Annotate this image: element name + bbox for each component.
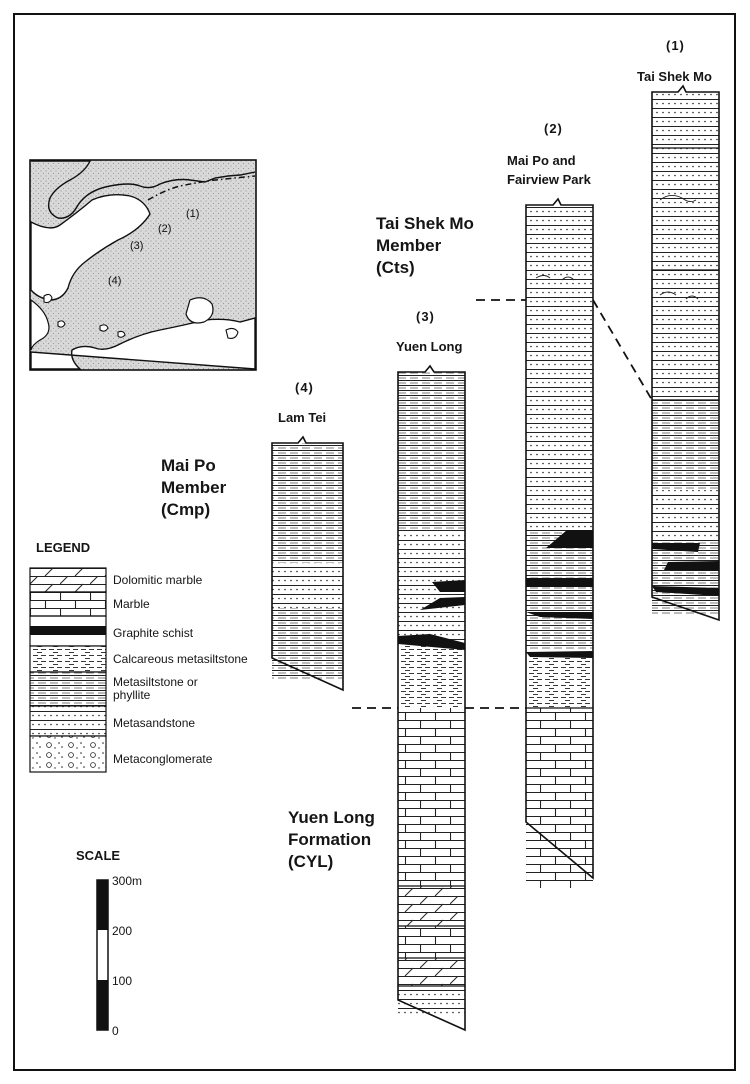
unit-mai-po-line1: Mai Po (161, 456, 216, 475)
section-3-name: Yuen Long (396, 339, 463, 354)
scale-tick-200: 200 (112, 924, 133, 938)
unit-tai-shek-mo-line3: (Cts) (376, 258, 415, 277)
legend-label-metasiltstone-line2: phyllite (113, 688, 151, 702)
legend-swatch-metasandstone (30, 706, 106, 736)
section-4-number: (4) (295, 380, 314, 395)
unit-mai-po-line2: Member (161, 478, 227, 497)
scale-tick-300: 300m (112, 874, 143, 888)
legend-label-dolomitic-marble: Dolomitic marble (113, 573, 203, 587)
unit-mai-po-line3: (Cmp) (161, 500, 211, 519)
legend-swatch-graphite-schist (30, 626, 106, 635)
legend-swatch-metaconglomerate (30, 736, 106, 772)
legend-label-metasiltstone-line1: Metasiltstone or (113, 675, 198, 689)
scale-tick-0: 0 (112, 1024, 119, 1038)
column-section-1 (652, 86, 719, 620)
legend-swatch-dolomitic-marble (30, 568, 106, 592)
location-map (30, 160, 256, 370)
legend-label-calcareous-metasiltstone: Calcareous metasiltstone (113, 652, 248, 666)
unit-yuen-long-line1: Yuen Long (288, 808, 375, 827)
column-section-4 (272, 437, 343, 690)
section-4-name: Lam Tei (278, 410, 327, 425)
section-2-number: (2) (544, 121, 563, 136)
scale-title: SCALE (76, 848, 121, 863)
legend-label-graphite-schist: Graphite schist (113, 626, 194, 640)
unit-tai-shek-mo-line1: Tai Shek Mo (376, 214, 474, 233)
legend-label-marble: Marble (113, 597, 150, 611)
unit-tai-shek-mo-line2: Member (376, 236, 442, 255)
map-label-2: (2) (158, 223, 172, 235)
map-label-4: (4) (108, 275, 122, 287)
scale-tick-100: 100 (112, 974, 133, 988)
section-2-name-line1: Mai Po and (507, 153, 576, 168)
section-2-name-line2: Fairview Park (507, 172, 591, 187)
legend-label-metasandstone: Metasandstone (113, 716, 196, 730)
column-section-2 (526, 199, 593, 888)
map-label-3: (3) (130, 240, 144, 252)
correlation-lines (352, 300, 652, 708)
legend-label-metaconglomerate: Metaconglomerate (113, 752, 213, 766)
unit-yuen-long-line2: Formation (288, 830, 372, 849)
section-1-name: Tai Shek Mo (637, 69, 712, 84)
legend-swatch-metasiltstone (30, 672, 106, 706)
scale-bar (97, 880, 108, 1030)
map-label-1: (1) (186, 208, 200, 220)
legend-title: LEGEND (36, 540, 91, 555)
legend-swatch-marble (30, 592, 106, 616)
unit-yuen-long-line3: (CYL) (288, 852, 334, 871)
legend-swatches (30, 568, 106, 772)
section-3-number: (3) (416, 309, 435, 324)
legend-swatch-calcareous-metasiltstone (30, 646, 106, 672)
column-section-3 (398, 366, 465, 1030)
section-1-number: (1) (666, 38, 685, 53)
